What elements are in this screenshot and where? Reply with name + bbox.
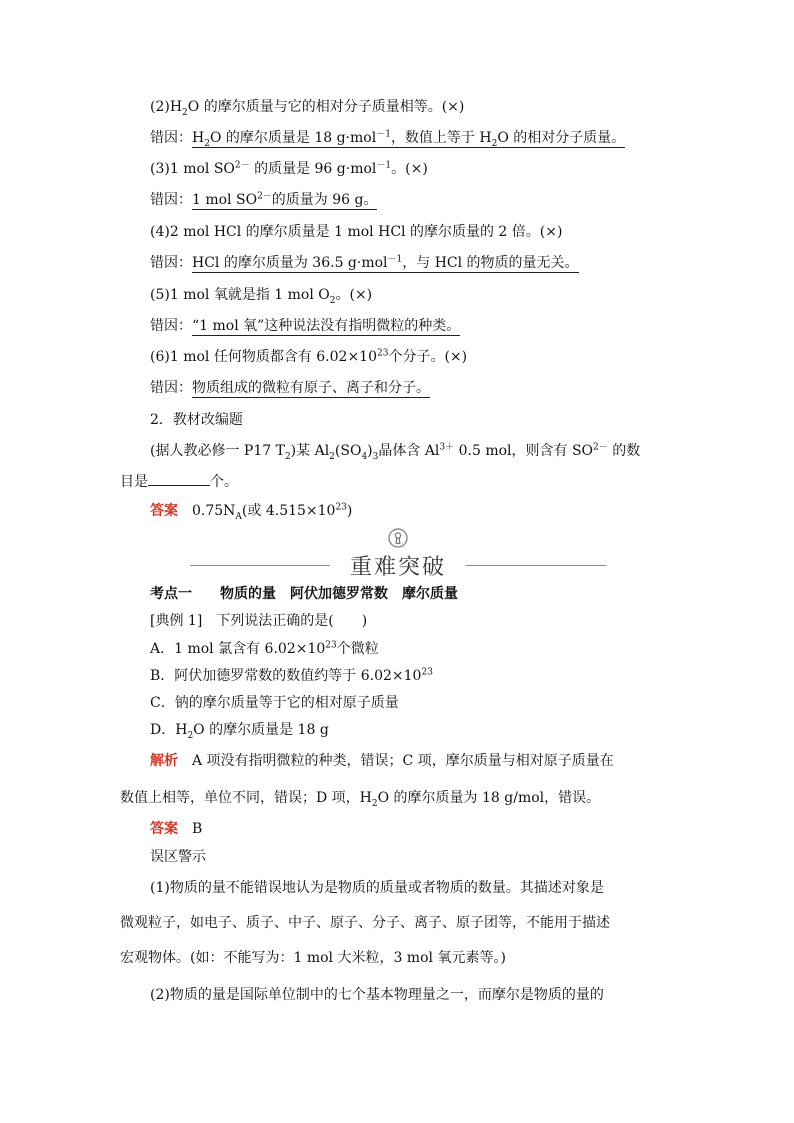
- error-reason-2: 错因：$H_2O$ 的摩尔质量是 18 g·mol$^{-1}$，数值上等于 $H_2O$ 的相对分子质量。: [150, 129, 626, 149]
- analysis-answer: 答案 B: [150, 821, 203, 837]
- error-reason-3: 错因：1 mol $SO^{2-}$的质量为 96 g。: [150, 191, 378, 208]
- answer-blank: [148, 471, 210, 486]
- option-d: D．$H_2O$ 的摩尔质量是 18 g: [150, 722, 329, 741]
- answer-label: 答案: [150, 821, 178, 837]
- option-a: A．1 mol 氯含有 $6.02\times 10^{23}$个微粒: [150, 640, 379, 657]
- example-stem: [典例 1] 下列说法正确的是( ): [150, 613, 368, 629]
- option-b: B．阿伏加德罗常数的数值约等于 $6.02\times 10^{23}$: [150, 667, 433, 684]
- section-2-answer: 答案 $0.75N_A$(或 $4.515\times 10^{23}$): [150, 502, 353, 522]
- warning-p2-line1: (2)物质的量是国际单位制中的七个基本物理量之一，而摩尔是物质的量的: [150, 987, 604, 1003]
- error-reason-5: 错因：“1 mol 氧”这种说法没有指明微粒的种类。: [150, 318, 461, 334]
- textbook-question-line-2: 目是 个。: [120, 471, 238, 493]
- error-reason-4: 错因：HCl 的摩尔质量为 36.5 g·mol$^{-1}$，与 HCl 的物质的量无关。: [150, 254, 579, 271]
- banner-title: 重难突破: [349, 555, 446, 580]
- statement-2: $(2)H_2O$ 的摩尔质量与它的相对分子质量相等。(×): [150, 99, 465, 118]
- analysis-line-2: 数值上相等，单位不同，错误；D 项，$H_2O$ 的摩尔质量为 18 g/mol，错误。: [120, 790, 601, 809]
- option-c: C．钠的摩尔质量等于它的相对原子质量: [150, 695, 399, 711]
- warning-title: 误区警示: [150, 849, 206, 865]
- warning-p1-line3: 宏观物体。(如：不能写为：1 mol 大米粒，3 mol 氧元素等。): [120, 950, 506, 966]
- textbook-question-line-1: (据人教必修一 P17 $T_2$)某 $Al_2(SO_4)_3$晶体含 $Al^{3+}$ 0.5 mol，则含有 $SO^{2-}$ 的数: [150, 442, 641, 462]
- kaodian-heading: 考点一 物质的量 阿伏加德罗常数 摩尔质量: [150, 586, 458, 602]
- error-reason-6: 错因：物质组成的微粒有原子、离子和分子。: [150, 380, 430, 396]
- statement-5: (5)1 mol 氧就是指 1 mol $O_2$。(×): [150, 287, 373, 306]
- statement-4: (4)2 mol HCl 的摩尔质量是 1 mol HCl 的摩尔质量的 2 倍。(×): [150, 224, 563, 240]
- statement-6: (6)1 mol 任何物质都含有 $6.02\times 10^{23}$个分子。(×): [150, 348, 468, 365]
- statement-3: (3)1 mol $SO^{2-}$ 的质量是 96 g·mol$^{-1}$。(×): [150, 160, 428, 177]
- analysis-line-1: 解析 A 项没有指明微粒的种类，错误；C 项，摩尔质量与相对原子质量在: [150, 753, 614, 769]
- section-banner: [190, 528, 606, 578]
- banner-rule-right: [466, 565, 606, 566]
- analysis-label: 解析: [150, 753, 178, 769]
- keyhole-icon: [388, 528, 408, 548]
- warning-p1-line2: 微观粒子，如电子、质子、中子、原子、分子、离子、原子团等，不能用于描述: [120, 915, 610, 931]
- answer-label: 答案: [150, 503, 178, 519]
- warning-p1-line1: (1)物质的量不能错误地认为是物质的质量或者物质的数量。其描述对象是: [150, 880, 604, 896]
- section-2-heading: 2．教材改编题: [150, 412, 243, 428]
